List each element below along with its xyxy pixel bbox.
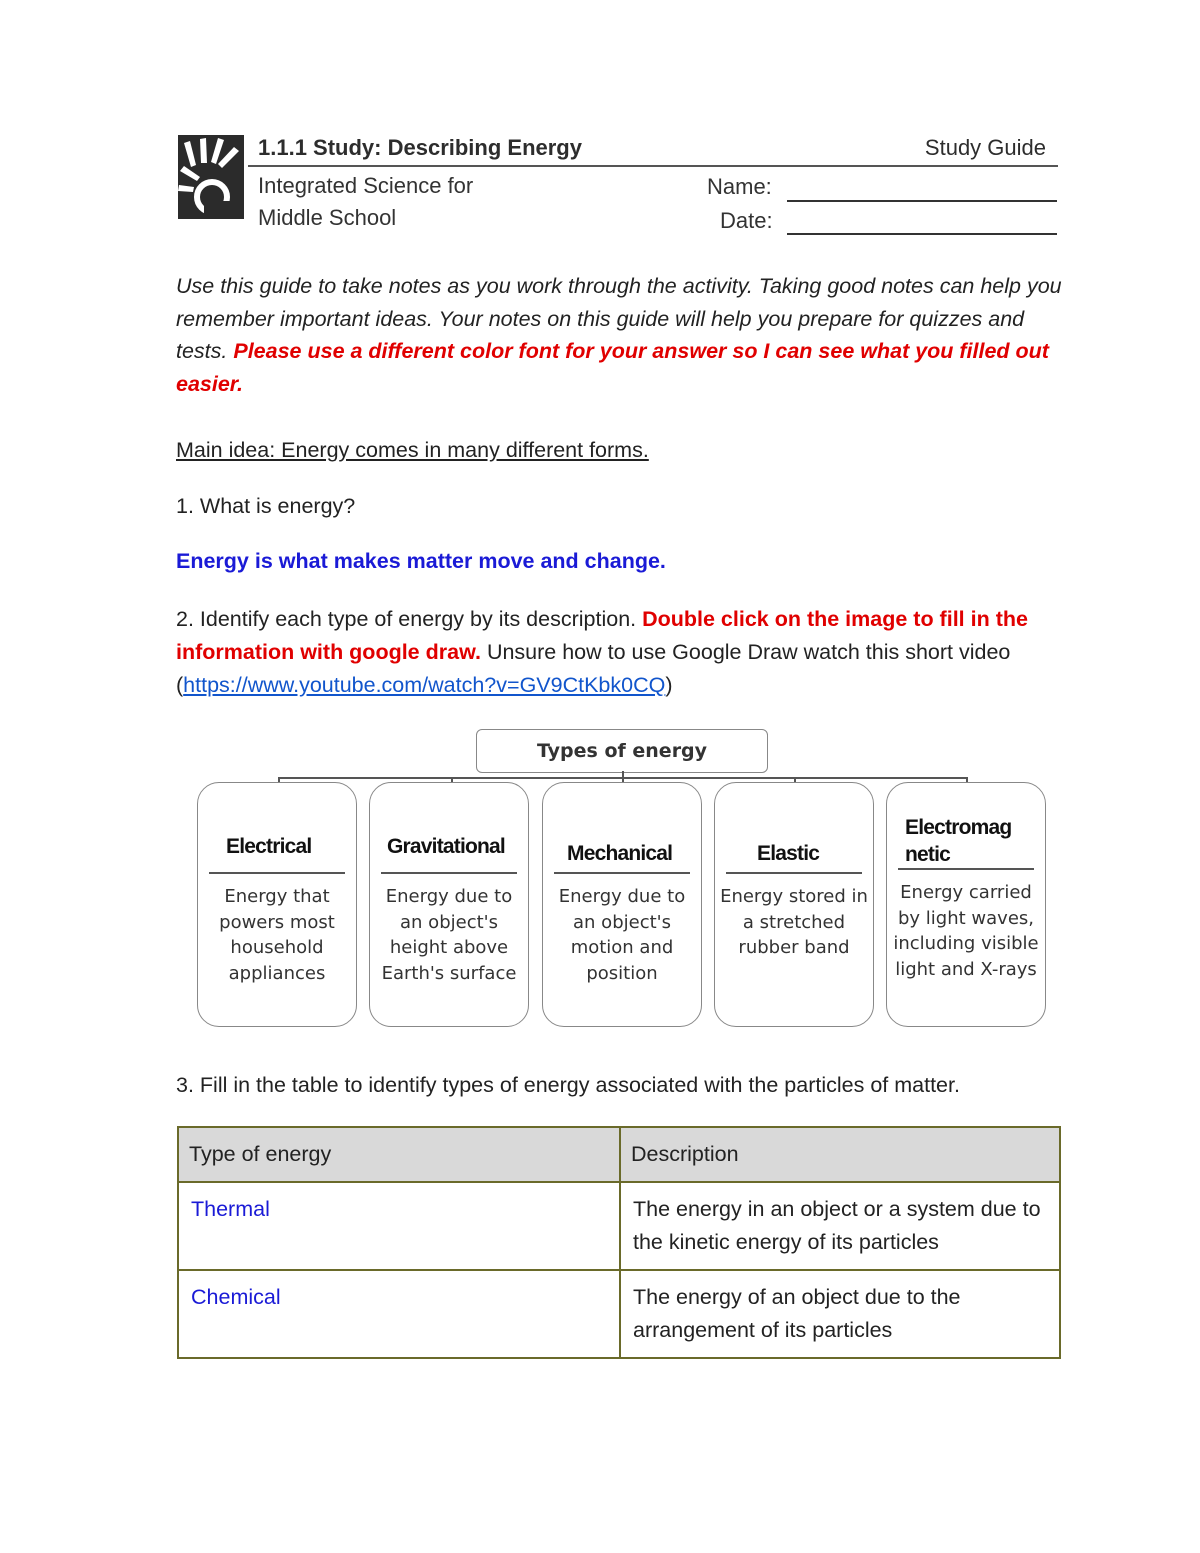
card-divider xyxy=(209,872,345,874)
card-description: Energy due to an object's motion and position xyxy=(558,886,686,984)
table-cell-type[interactable]: Thermal xyxy=(178,1182,620,1270)
question-3: 3. Fill in the table to identify types of energy associated with the particles of matter. xyxy=(176,1073,960,1097)
table-cell-type[interactable]: Chemical xyxy=(178,1270,620,1358)
name-field[interactable] xyxy=(787,200,1057,202)
card-divider xyxy=(554,872,690,874)
intro-highlight: Please use a different color font for your answer so I can see what you filled out easier. xyxy=(176,339,1049,396)
answer-1[interactable]: Energy is what makes matter move and change. xyxy=(176,549,666,573)
course-name xyxy=(258,170,473,234)
table-header-row xyxy=(178,1127,1060,1182)
card-divider xyxy=(898,868,1034,870)
intro-text: Use this guide to take notes as you work through the activity. Taking good notes can help you remember important ideas. Your notes on this guide will help you prepare for quizzes and tests. xyxy=(176,274,1062,363)
diagram-root: Types of energy xyxy=(476,729,768,773)
card-title xyxy=(905,814,1035,868)
card-divider xyxy=(381,872,517,874)
card-title-line2: netic xyxy=(905,843,951,866)
name-label: Name: xyxy=(707,174,772,199)
table-cell-description: The energy in an object or a system due to the kinetic energy of its particles xyxy=(620,1182,1060,1270)
date-field[interactable] xyxy=(787,233,1057,235)
energy-card-electrical[interactable] xyxy=(197,782,357,1027)
doc-title: 1.1.1 Study: Describing Energy xyxy=(258,135,582,160)
energy-card-mechanical[interactable] xyxy=(542,782,702,1027)
question-2-highlight: Double click on the image to fill in the information with google draw. xyxy=(176,607,1028,664)
table-header-description: Description xyxy=(620,1127,1060,1182)
doc-type-label: Study Guide xyxy=(924,135,1046,160)
question-1: 1. What is energy? xyxy=(176,494,356,518)
card-description: Energy stored in a stretched rubber band xyxy=(720,886,868,958)
card-title: Mechanical xyxy=(567,842,673,865)
card-title-line1: Electromag xyxy=(905,816,1012,839)
card-description: Energy due to an object's height above Earth's surface xyxy=(381,886,517,984)
card-description: Energy that powers most household appliances xyxy=(219,886,335,984)
sun-head-logo-icon xyxy=(178,135,244,219)
date-label: Date: xyxy=(720,208,773,233)
intro-paragraph xyxy=(176,270,1076,400)
course-name-line2: Middle School xyxy=(258,205,397,230)
table-row xyxy=(178,1270,1060,1358)
energy-card-gravitational[interactable] xyxy=(369,782,529,1027)
paren-open: ( xyxy=(176,673,184,697)
card-title: Electrical xyxy=(226,835,312,858)
course-name-line1: Integrated Science for xyxy=(258,173,474,198)
table-header-type: Type of energy xyxy=(178,1127,620,1182)
main-idea: Main idea: Energy comes in many different forms. xyxy=(176,438,649,462)
types-of-energy-diagram[interactable] xyxy=(190,726,1060,1036)
energy-card-elastic[interactable] xyxy=(714,782,874,1027)
energy-table xyxy=(177,1126,1061,1359)
video-link[interactable]: https://www.youtube.com/watch?v=GV9CtKbk0CQ xyxy=(183,673,666,697)
table-cell-description: The energy of an object due to the arrangement of its particles xyxy=(620,1270,1060,1358)
paren-close: ) xyxy=(665,673,673,697)
question-2 xyxy=(176,603,1076,702)
card-description: Energy carried by light waves, including visible light and X-rays xyxy=(893,882,1039,980)
header-divider xyxy=(248,165,1058,167)
question-2-note: Unsure how to use Google Draw watch this short video xyxy=(480,640,1011,664)
card-title: Gravitational xyxy=(387,835,505,858)
table-row xyxy=(178,1182,1060,1270)
question-2-prompt: 2. Identify each type of energy by its description. xyxy=(176,607,643,631)
card-divider xyxy=(726,872,862,874)
energy-card-electromagnetic[interactable] xyxy=(886,782,1046,1027)
card-title: Elastic xyxy=(757,842,820,865)
